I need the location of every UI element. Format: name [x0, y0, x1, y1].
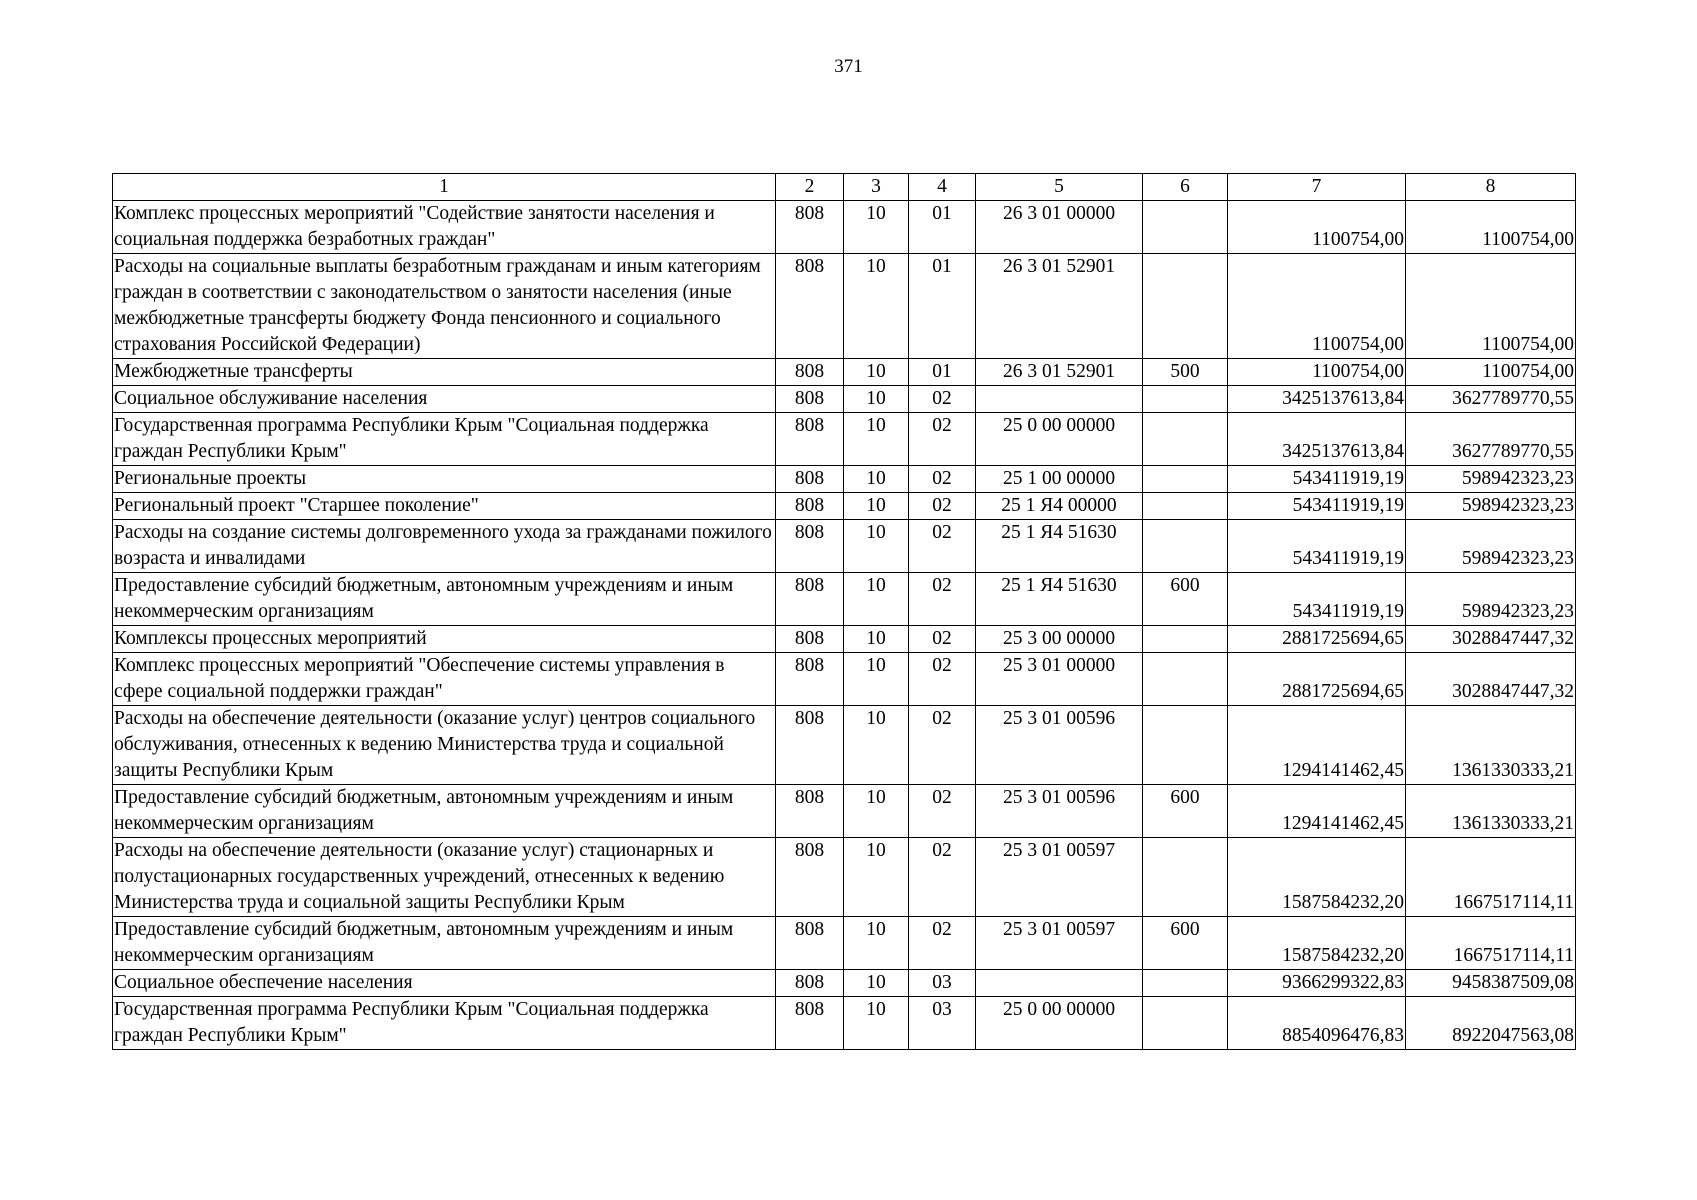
table-row: [113, 254, 1576, 359]
table-header-row: [113, 174, 1576, 201]
row-target-article-cell: 26 3 01 52901: [976, 254, 1143, 359]
row-amount-year2-cell: 3627789770,55: [1406, 413, 1576, 466]
table-row: [113, 917, 1576, 970]
table-row: [113, 653, 1576, 706]
row-code-cell: 808: [776, 413, 844, 466]
row-amount-year1-cell: 1294141462,45: [1228, 785, 1406, 838]
row-code-cell: 808: [776, 466, 844, 493]
table-row: [113, 386, 1576, 413]
row-subsection-cell: 01: [909, 359, 976, 386]
row-code-cell: 808: [776, 201, 844, 254]
row-section-cell: 10: [844, 626, 909, 653]
row-target-article-cell: 25 3 01 00596: [976, 785, 1143, 838]
column-header: 5: [976, 174, 1143, 201]
row-name-cell: Предоставление субсидий бюджетным, автономным учреждениям и иным некоммерческим организациям: [113, 573, 776, 626]
table-row: [113, 626, 1576, 653]
row-expense-type-cell: [1143, 466, 1228, 493]
row-amount-year2-cell: 3627789770,55: [1406, 386, 1576, 413]
row-name-cell: Расходы на обеспечение деятельности (оказание услуг) центров социального обслуживания, отнесенных к ведению Министерства труда и социальной защиты Республики Крым: [113, 706, 776, 785]
row-amount-year1-cell: 543411919,19: [1228, 573, 1406, 626]
row-name-cell: Комплекс процессных мероприятий "Обеспечение системы управления в сфере социальной поддержки граждан": [113, 653, 776, 706]
column-header: 3: [844, 174, 909, 201]
column-header: 6: [1143, 174, 1228, 201]
row-code-cell: 808: [776, 386, 844, 413]
row-amount-year1-cell: 1100754,00: [1228, 254, 1406, 359]
row-amount-year1-cell: 3425137613,84: [1228, 386, 1406, 413]
row-section-cell: 10: [844, 359, 909, 386]
row-amount-year1-cell: 8854096476,83: [1228, 997, 1406, 1050]
row-expense-type-cell: 600: [1143, 917, 1228, 970]
row-name-cell: Межбюджетные трансферты: [113, 359, 776, 386]
table-row: [113, 520, 1576, 573]
row-target-article-cell: 25 0 00 00000: [976, 413, 1143, 466]
row-amount-year2-cell: 1667517114,11: [1406, 917, 1576, 970]
row-subsection-cell: 02: [909, 706, 976, 785]
row-code-cell: 808: [776, 520, 844, 573]
row-name-cell: Социальное обслуживание населения: [113, 386, 776, 413]
row-section-cell: 10: [844, 997, 909, 1050]
row-section-cell: 10: [844, 466, 909, 493]
row-amount-year1-cell: 543411919,19: [1228, 466, 1406, 493]
row-expense-type-cell: 600: [1143, 785, 1228, 838]
row-name-cell: Региональный проект "Старшее поколение": [113, 493, 776, 520]
row-expense-type-cell: [1143, 493, 1228, 520]
row-name-cell: Комплекс процессных мероприятий "Содействие занятости населения и социальная поддержка безработных граждан": [113, 201, 776, 254]
row-name-cell: Предоставление субсидий бюджетным, автономным учреждениям и иным некоммерческим организациям: [113, 917, 776, 970]
row-expense-type-cell: [1143, 706, 1228, 785]
page-number: 371: [834, 56, 863, 77]
table-row: [113, 785, 1576, 838]
row-target-article-cell: 25 1 Я4 51630: [976, 573, 1143, 626]
row-target-article-cell: 25 1 00 00000: [976, 466, 1143, 493]
table-row: [113, 970, 1576, 997]
row-name-cell: Государственная программа Республики Крым "Социальная поддержка граждан Республики Крым": [113, 413, 776, 466]
row-section-cell: 10: [844, 970, 909, 997]
table-row: [113, 359, 1576, 386]
row-amount-year2-cell: 598942323,23: [1406, 573, 1576, 626]
row-subsection-cell: 02: [909, 466, 976, 493]
row-subsection-cell: 03: [909, 997, 976, 1050]
row-expense-type-cell: 600: [1143, 573, 1228, 626]
column-header: 8: [1406, 174, 1576, 201]
column-header: 1: [113, 174, 776, 201]
row-target-article-cell: 26 3 01 00000: [976, 201, 1143, 254]
row-subsection-cell: 02: [909, 413, 976, 466]
row-target-article-cell: 25 1 Я4 51630: [976, 520, 1143, 573]
row-section-cell: 10: [844, 573, 909, 626]
row-amount-year1-cell: 543411919,19: [1228, 520, 1406, 573]
row-target-article-cell: 25 3 01 00000: [976, 653, 1143, 706]
row-target-article-cell: 25 3 00 00000: [976, 626, 1143, 653]
row-section-cell: 10: [844, 254, 909, 359]
row-name-cell: Предоставление субсидий бюджетным, автономным учреждениям и иным некоммерческим организациям: [113, 785, 776, 838]
row-amount-year2-cell: 1100754,00: [1406, 254, 1576, 359]
row-section-cell: 10: [844, 917, 909, 970]
row-expense-type-cell: [1143, 386, 1228, 413]
row-code-cell: 808: [776, 997, 844, 1050]
row-code-cell: 808: [776, 359, 844, 386]
row-amount-year1-cell: 1587584232,20: [1228, 838, 1406, 917]
row-subsection-cell: 02: [909, 626, 976, 653]
column-header: 2: [776, 174, 844, 201]
row-expense-type-cell: [1143, 413, 1228, 466]
row-code-cell: 808: [776, 254, 844, 359]
row-target-article-cell: 26 3 01 52901: [976, 359, 1143, 386]
row-amount-year2-cell: 1100754,00: [1406, 359, 1576, 386]
row-amount-year1-cell: 1587584232,20: [1228, 917, 1406, 970]
row-name-cell: Региональные проекты: [113, 466, 776, 493]
row-subsection-cell: 01: [909, 201, 976, 254]
row-expense-type-cell: [1143, 520, 1228, 573]
row-amount-year1-cell: 1100754,00: [1228, 201, 1406, 254]
row-code-cell: 808: [776, 493, 844, 520]
row-subsection-cell: 02: [909, 917, 976, 970]
row-section-cell: 10: [844, 706, 909, 785]
row-subsection-cell: 02: [909, 520, 976, 573]
row-expense-type-cell: 500: [1143, 359, 1228, 386]
table-row: [113, 413, 1576, 466]
table-row: [113, 706, 1576, 785]
row-target-article-cell: 25 0 00 00000: [976, 997, 1143, 1050]
row-subsection-cell: 01: [909, 254, 976, 359]
row-expense-type-cell: [1143, 626, 1228, 653]
row-subsection-cell: 02: [909, 838, 976, 917]
row-expense-type-cell: [1143, 997, 1228, 1050]
row-subsection-cell: 02: [909, 573, 976, 626]
row-amount-year2-cell: 598942323,23: [1406, 493, 1576, 520]
row-amount-year2-cell: 598942323,23: [1406, 520, 1576, 573]
row-amount-year2-cell: 1667517114,11: [1406, 838, 1576, 917]
column-header: 7: [1228, 174, 1406, 201]
row-name-cell: Расходы на социальные выплаты безработным гражданам и иным категориям граждан в соответствии с законодательством о занятости населения (иные межбюджетные трансферты бюджету Фонда пенсионного и социального страхования Российской Федерации): [113, 254, 776, 359]
table-row: [113, 201, 1576, 254]
row-amount-year2-cell: 1361330333,21: [1406, 785, 1576, 838]
row-name-cell: Расходы на обеспечение деятельности (оказание услуг) стационарных и полустационарных государственных учреждений, отнесенных к ведению Министерства труда и социальной защиты Республики Крым: [113, 838, 776, 917]
table-row: [113, 997, 1576, 1050]
row-target-article-cell: 25 1 Я4 00000: [976, 493, 1143, 520]
row-target-article-cell: [976, 386, 1143, 413]
row-amount-year1-cell: 9366299322,83: [1228, 970, 1406, 997]
row-amount-year1-cell: 1100754,00: [1228, 359, 1406, 386]
row-amount-year2-cell: 3028847447,32: [1406, 626, 1576, 653]
row-section-cell: 10: [844, 838, 909, 917]
row-target-article-cell: 25 3 01 00596: [976, 706, 1143, 785]
row-expense-type-cell: [1143, 254, 1228, 359]
row-amount-year1-cell: 3425137613,84: [1228, 413, 1406, 466]
row-amount-year1-cell: 2881725694,65: [1228, 653, 1406, 706]
row-expense-type-cell: [1143, 970, 1228, 997]
row-code-cell: 808: [776, 917, 844, 970]
row-amount-year2-cell: 9458387509,08: [1406, 970, 1576, 997]
row-name-cell: Государственная программа Республики Крым "Социальная поддержка граждан Республики Крым": [113, 997, 776, 1050]
row-subsection-cell: 02: [909, 493, 976, 520]
table-row: [113, 466, 1576, 493]
row-section-cell: 10: [844, 493, 909, 520]
row-section-cell: 10: [844, 413, 909, 466]
row-code-cell: 808: [776, 785, 844, 838]
row-code-cell: 808: [776, 838, 844, 917]
row-section-cell: 10: [844, 785, 909, 838]
row-amount-year1-cell: 543411919,19: [1228, 493, 1406, 520]
row-amount-year2-cell: 8922047563,08: [1406, 997, 1576, 1050]
row-section-cell: 10: [844, 520, 909, 573]
row-subsection-cell: 02: [909, 386, 976, 413]
row-amount-year2-cell: 598942323,23: [1406, 466, 1576, 493]
table-row: [113, 838, 1576, 917]
row-section-cell: 10: [844, 653, 909, 706]
row-amount-year2-cell: 1361330333,21: [1406, 706, 1576, 785]
row-name-cell: Социальное обеспечение населения: [113, 970, 776, 997]
row-target-article-cell: [976, 970, 1143, 997]
row-target-article-cell: 25 3 01 00597: [976, 838, 1143, 917]
row-section-cell: 10: [844, 386, 909, 413]
row-amount-year2-cell: 3028847447,32: [1406, 653, 1576, 706]
row-code-cell: 808: [776, 653, 844, 706]
row-code-cell: 808: [776, 706, 844, 785]
table-row: [113, 573, 1576, 626]
row-amount-year1-cell: 1294141462,45: [1228, 706, 1406, 785]
row-section-cell: 10: [844, 201, 909, 254]
row-expense-type-cell: [1143, 838, 1228, 917]
row-name-cell: Расходы на создание системы долговременного ухода за гражданами пожилого возраста и инвалидами: [113, 520, 776, 573]
row-amount-year2-cell: 1100754,00: [1406, 201, 1576, 254]
row-code-cell: 808: [776, 573, 844, 626]
table-row: [113, 493, 1576, 520]
budget-table: [112, 173, 1576, 1050]
row-code-cell: 808: [776, 970, 844, 997]
row-subsection-cell: 03: [909, 970, 976, 997]
row-code-cell: 808: [776, 626, 844, 653]
row-subsection-cell: 02: [909, 653, 976, 706]
row-target-article-cell: 25 3 01 00597: [976, 917, 1143, 970]
row-subsection-cell: 02: [909, 785, 976, 838]
row-amount-year1-cell: 2881725694,65: [1228, 626, 1406, 653]
row-name-cell: Комплексы процессных мероприятий: [113, 626, 776, 653]
column-header: 4: [909, 174, 976, 201]
row-expense-type-cell: [1143, 653, 1228, 706]
row-expense-type-cell: [1143, 201, 1228, 254]
